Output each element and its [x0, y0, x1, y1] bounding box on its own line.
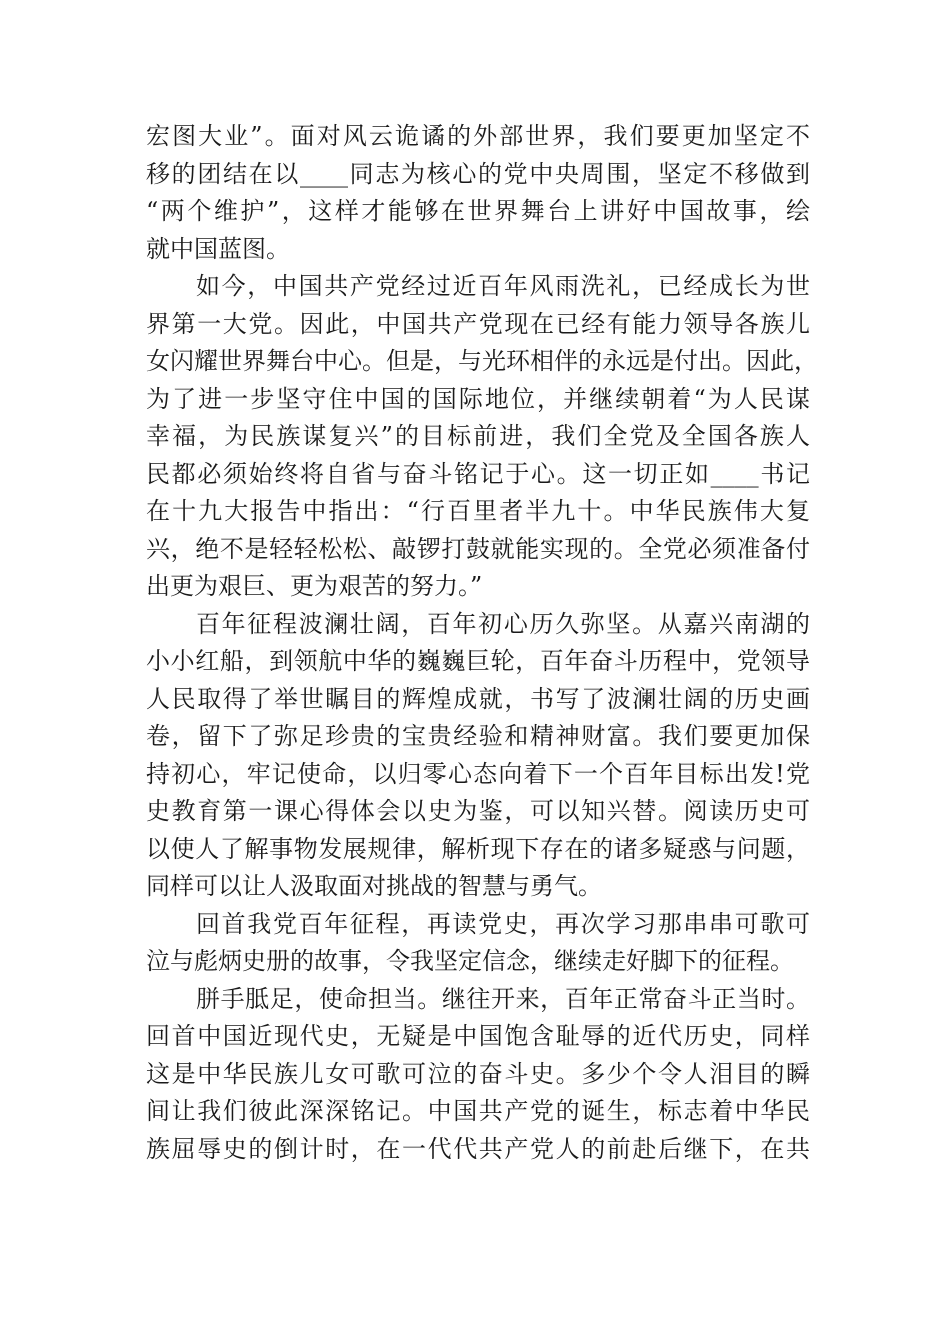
- text-line: 民都必须始终将自省与奋斗铭记于心。这一切正如____书记: [146, 459, 810, 488]
- text-line: 以使人了解事物发展规律，解析现下存在的诸多疑惑与问题，: [146, 834, 810, 863]
- text-line: 回首我党百年征程，再读党史，再次学习那串串可歌可: [196, 909, 810, 938]
- text-line: 胼手胝足，使命担当。继往开来，百年正常奋斗正当时。: [196, 984, 810, 1013]
- text-line: 为了进一步坚守住中国的国际地位，并继续朝着“为人民谋: [146, 384, 810, 413]
- paragraph-3: [146, 606, 810, 906]
- text-line: 人民取得了举世瞩目的辉煌成就，书写了波澜壮阔的历史画: [146, 684, 810, 713]
- text-line: 族屈辱史的倒计时，在一代代共产党人的前赴后继下，在共: [146, 1134, 810, 1163]
- paragraph-1: [146, 118, 810, 268]
- text-line: 泣与彪炳史册的故事，令我坚定信念，继续走好脚下的征程。: [146, 947, 794, 975]
- text-line: “两个维护”，这样才能够在世界舞台上讲好中国故事，绘: [146, 197, 810, 225]
- text-line: 移的团结在以____同志为核心的党中央周围，坚定不移做到: [146, 159, 810, 188]
- paragraph-5: [146, 981, 810, 1169]
- text-line: 在十九大报告中指出：“行百里者半九十。中华民族伟大复: [146, 497, 810, 525]
- text-line: 同样可以让人汲取面对挑战的智慧与勇气。: [146, 872, 602, 900]
- text-line: 女闪耀世界舞台中心。但是，与光环相伴的永远是付出。因此，: [146, 347, 818, 375]
- text-line: 幸福，为民族谋复兴”的目标前进，我们全党及全国各族人: [146, 422, 810, 450]
- text-line: 这是中华民族儿女可歌可泣的奋斗史。多少个令人泪目的瞬: [146, 1059, 810, 1088]
- paragraph-4: [146, 906, 810, 981]
- text-line: 小小红船，到领航中华的巍巍巨轮，百年奋斗历程中，党领导: [146, 647, 810, 675]
- text-line: 回首中国近现代史，无疑是中国饱含耻辱的近代历史，同样: [146, 1022, 810, 1050]
- text-line: 间让我们彼此深深铭记。中国共产党的诞生，标志着中华民: [146, 1097, 810, 1125]
- body-text: [146, 118, 818, 1168]
- text-line: 兴，绝不是轻轻松松、敲锣打鼓就能实现的。全党必须准备付: [146, 534, 810, 563]
- text-line: 持初心，牢记使命，以归零心态向着下一个百年目标出发!党: [146, 759, 810, 788]
- text-line: 史教育第一课心得体会以史为鉴，可以知兴替。阅读历史可: [146, 797, 810, 825]
- text-line: 宏图大业”。面对风云诡谲的外部世界，我们要更加坚定不: [146, 122, 810, 150]
- text-line: 出更为艰巨、更为艰苦的努力。”: [146, 572, 483, 600]
- text-line: 如今，中国共产党经过近百年风雨洗礼，已经成长为世: [196, 272, 810, 300]
- text-line: 卷，留下了弥足珍贵的宝贵经验和精神财富。我们要更加保: [146, 722, 810, 750]
- text-line: 界第一大党。因此，中国共产党现在已经有能力领导各族儿: [146, 309, 810, 338]
- text-line: 就中国蓝图。: [146, 234, 290, 263]
- text-line: 百年征程波澜壮阔，百年初心历久弥坚。从嘉兴南湖的: [196, 609, 810, 638]
- paragraph-2: [146, 268, 818, 606]
